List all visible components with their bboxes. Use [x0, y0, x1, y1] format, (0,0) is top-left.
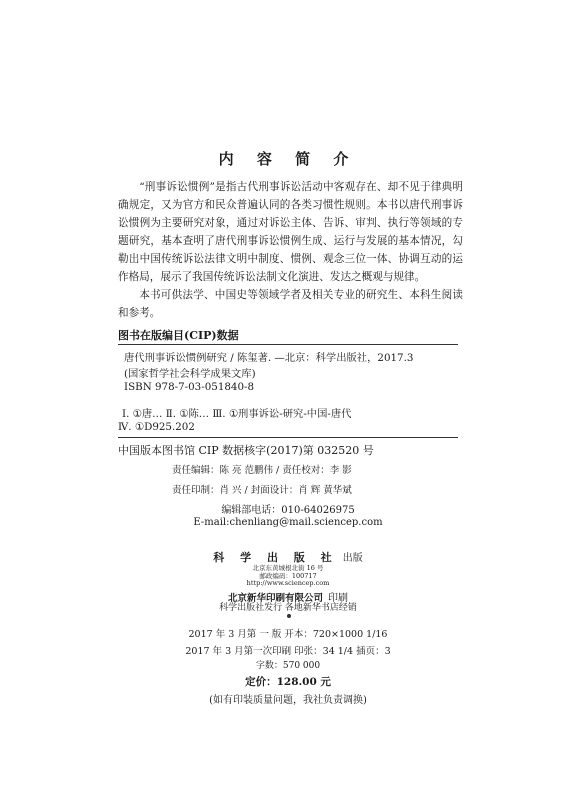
cip-heading: 图书在版编目(CIP)数据 — [118, 329, 239, 342]
cip-classification-2: Ⅳ. ①D925.202 — [118, 421, 195, 433]
editorial-email: E-mail:chenliang@mail.sciencep.com — [193, 517, 383, 528]
credits-line-1: 责任编辑：陈 亮 范鹏伟 / 责任校对：李 影 — [172, 465, 352, 476]
cip-top-rule — [118, 344, 458, 345]
price: 定价：128.00 元 — [245, 676, 331, 688]
publisher-mark — [287, 614, 291, 618]
publisher-name: 科 学 出 版 社 — [213, 551, 338, 564]
word-count: 字数：570 000 — [255, 661, 321, 671]
page-title: 内 容 简 介 — [218, 150, 358, 168]
edition-line-2: 2017 年 3 月第一次印刷 印张：34 1/4 插页：3 — [185, 646, 391, 657]
intro-section — [118, 178, 463, 322]
publisher-address: 北京东黄城根北街 16 号 — [252, 564, 324, 572]
intro-paragraph-2: 本书可供法学、中国史等领域学者及相关专业的研究生、本科生阅读和参考。 — [118, 289, 463, 319]
printer-name: 北京新华印刷有限公司 — [227, 593, 323, 604]
edition-line-1: 2017 年 3 月第 一 版 开本：720×1000 1/16 — [188, 629, 388, 640]
cip-bottom-rule — [118, 437, 458, 438]
cip-classification-1: Ⅰ. ①唐… Ⅱ. ①陈… Ⅲ. ①刑事诉讼-研究-中国-唐代 — [122, 408, 352, 420]
quality-notice: (如有印装质量问题，我社负责调换) — [209, 695, 367, 706]
publisher-suffix: 出版 — [342, 553, 363, 564]
cip-check-number: 中国版本图书馆 CIP 数据核字(2017)第 032520 号 — [118, 444, 374, 457]
credits-line-2: 责任印制：肖 兴 / 封面设计：肖 辉 黄华斌 — [172, 485, 352, 496]
publisher-postcode: 邮政编码：100717 — [259, 572, 317, 580]
intro-paragraph-1: “刑事诉讼惯例”是指古代刑事诉讼活动中客观存在、却不见于律典明确规定，又为官方和民众普遍认同的各类习惯性规则。本书以唐代刑事诉讼惯例为主要研究对象，通过对诉讼主体、告诉、审判、执行等领域的专题研究，基本查明了唐代刑事诉讼惯例生成、运行与发展的基本情况，勾勒出中国传统诉讼法律文明中制度、惯例、观念三位一体、协调互动的运作格局，展示了我国传统诉讼法制文化演进、发达之概观与规律。 — [118, 181, 463, 283]
distribution-line: 科学出版社发行 各地新华书店经销 — [219, 603, 357, 613]
cip-series-line: (国家哲学社会科学成果文库) — [124, 368, 256, 380]
printer-suffix: 印刷 — [328, 593, 349, 604]
cip-isbn: ISBN 978-7-03-051840-8 — [124, 381, 255, 393]
editorial-phone: 编辑部电话：010-64026975 — [221, 505, 355, 516]
publisher-website: http://www.sciencep.com — [246, 579, 330, 587]
cip-title-line: 唐代刑事诉讼惯例研究 / 陈玺著. —北京：科学出版社，2017.3 — [124, 352, 414, 364]
